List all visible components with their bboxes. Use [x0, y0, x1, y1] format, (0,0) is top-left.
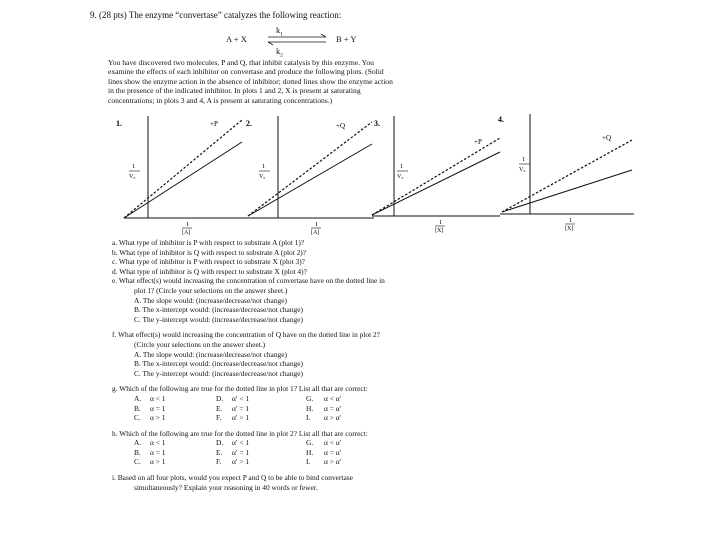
plot-2-y-label-bottom: V₀ — [259, 174, 266, 180]
item-h-row: A. α < 1 D. α′ < 1 G. α < α′ — [134, 438, 342, 448]
plot-1-number: 1. — [116, 119, 122, 128]
plot-3-number: 3. — [374, 119, 380, 128]
equilibrium-arrows — [266, 34, 330, 46]
plot-4-inhibitor-label: +Q — [602, 134, 612, 142]
item-f: f. What effect(s) would increasing the concentration of Q have on the dotted line in plot 2? — [112, 330, 380, 340]
item-b: b. What type of inhibitor is Q with respect to substrate A (plot 2)? — [112, 247, 307, 257]
item-h-row: B. α = 1 E. α′ = 1 H. α = α′ — [134, 447, 342, 457]
reaction-right: B + Y — [336, 34, 357, 44]
item-f-option: C. The y-intercept would: (increase/decrease/not change) — [134, 368, 303, 378]
intro-line: You have discovered two molecules, P and Q, that inhibit catalysis by this enzyme. You — [108, 58, 374, 67]
plot-4-number: 4. — [498, 115, 504, 124]
item-e-option: A. The slope would: (increase/decrease/not change) — [134, 295, 287, 305]
item-e-option: B. The x-intercept would: (increase/decrease/not change) — [134, 305, 303, 315]
plot-1 — [116, 116, 244, 236]
item-g-row: B. α = 1 E. α′ = 1 H. α = α′ — [134, 403, 342, 413]
item-g-row: A. α < 1 D. α′ < 1 G. α < α′ — [134, 393, 342, 403]
item-i: i. Based on all four plots, would you expect P and Q to be able to bind convertase — [112, 473, 353, 483]
plot-2 — [244, 116, 374, 236]
plots-figure — [110, 114, 640, 236]
item-f-option: B. The x-intercept would: (increase/decrease/not change) — [134, 359, 303, 369]
plot-1-y-label-bottom: V₀ — [129, 174, 136, 180]
item-e-option: C. The y-intercept would: (increase/decrease/not change) — [134, 314, 303, 324]
intro-line: lines show the enzyme action in the absence of inhibitor; dotted lines show the enzyme action — [108, 76, 393, 86]
plot-2-inhibitor-label: +Q — [336, 122, 346, 130]
item-d: d. What type of inhibitor is Q with respect to substrate X (plot 4)? — [112, 266, 307, 276]
reaction-left: A + X — [226, 34, 247, 44]
item-h: h. Which of the following are true for the dotted line in plot 2? List all that are correct: — [112, 428, 368, 438]
intro-line: examine the effects of each inhibitor on convertase and produce the following plots. (Solid — [108, 67, 384, 77]
rate-k2: $k_2$ — [276, 46, 283, 59]
intro-line: concentrations; in plots 3 and 4, A is present at saturating concentrations.) — [108, 95, 333, 105]
plot-2-solid-line — [248, 144, 372, 216]
item-c: c. What type of inhibitor is P with respect to substrate X (plot 3)? — [112, 257, 305, 267]
intro-line: in the presence of the indicated inhibitor. In plots 1 and 2, X is present at saturating — [108, 86, 361, 96]
item-a: a. What type of inhibitor is P with respect to substrate A (plot 1)? — [112, 238, 305, 247]
plot-4-y-label-bottom: V₀ — [519, 167, 526, 173]
item-i-cont: simultaneously? Explain your reasoning in 40 words or fewer. — [134, 482, 318, 492]
plot-3-x-label-top: 1 — [439, 219, 443, 226]
plot-2-x-label-top: 1 — [315, 221, 319, 228]
intro-paragraph — [108, 58, 448, 105]
plot-3-y-label-top: 1 — [400, 163, 404, 170]
sub-questions — [112, 238, 582, 492]
plot-2-number: 2. — [246, 119, 252, 128]
item-f-cont: (Circle your selections on the answer sheet.) — [134, 339, 266, 349]
plot-2-x-label-bottom: [A] — [311, 230, 320, 236]
reaction-equation — [226, 25, 426, 59]
plot-3-dotted-line — [372, 138, 500, 215]
item-g-row: C. α > 1 F. α′ > 1 I. α > α′ — [134, 413, 342, 423]
plot-1-inhibitor-label: +P — [210, 120, 218, 128]
item-e: e. What effect(s) would increasing the concentration of convertase have on the dotted line in — [112, 276, 385, 286]
plot-1-solid-line — [124, 142, 242, 218]
plot-3 — [372, 116, 500, 234]
plot-4 — [498, 114, 634, 232]
question-header: 9. (28 pts) The enzyme “convertase” catalyzes the following reaction: — [90, 10, 342, 20]
plot-4-y-label-top: 1 — [522, 156, 526, 163]
plot-1-y-label-top: 1 — [132, 163, 136, 170]
plot-4-x-label-bottom: [X] — [565, 226, 574, 232]
plot-1-dotted-line — [124, 120, 242, 218]
item-f-option: A. The slope would: (increase/decrease/not change) — [134, 349, 287, 359]
plot-1-x-label-top: 1 — [186, 221, 190, 228]
plot-3-y-label-bottom: V₀ — [397, 174, 404, 180]
plot-3-inhibitor-label: +P — [474, 138, 482, 146]
plot-1-x-label-bottom: [A] — [182, 230, 191, 236]
item-e-cont: plot 1? (Circle your selections on the answer sheet.) — [134, 285, 288, 295]
item-g: g. Which of the following are true for the dotted line in plot 1? List all that are correct: — [112, 384, 368, 394]
item-h-row: C. α > 1 F. α′ > 1 I. α > α′ — [134, 457, 342, 467]
plot-2-dotted-line — [248, 122, 372, 216]
plot-2-y-label-top: 1 — [262, 163, 266, 170]
plot-3-solid-line — [372, 152, 500, 215]
plot-3-x-label-bottom: [X] — [435, 228, 444, 234]
rate-k1: $k_1$ — [276, 25, 283, 38]
plot-4-x-label-top: 1 — [569, 217, 573, 224]
